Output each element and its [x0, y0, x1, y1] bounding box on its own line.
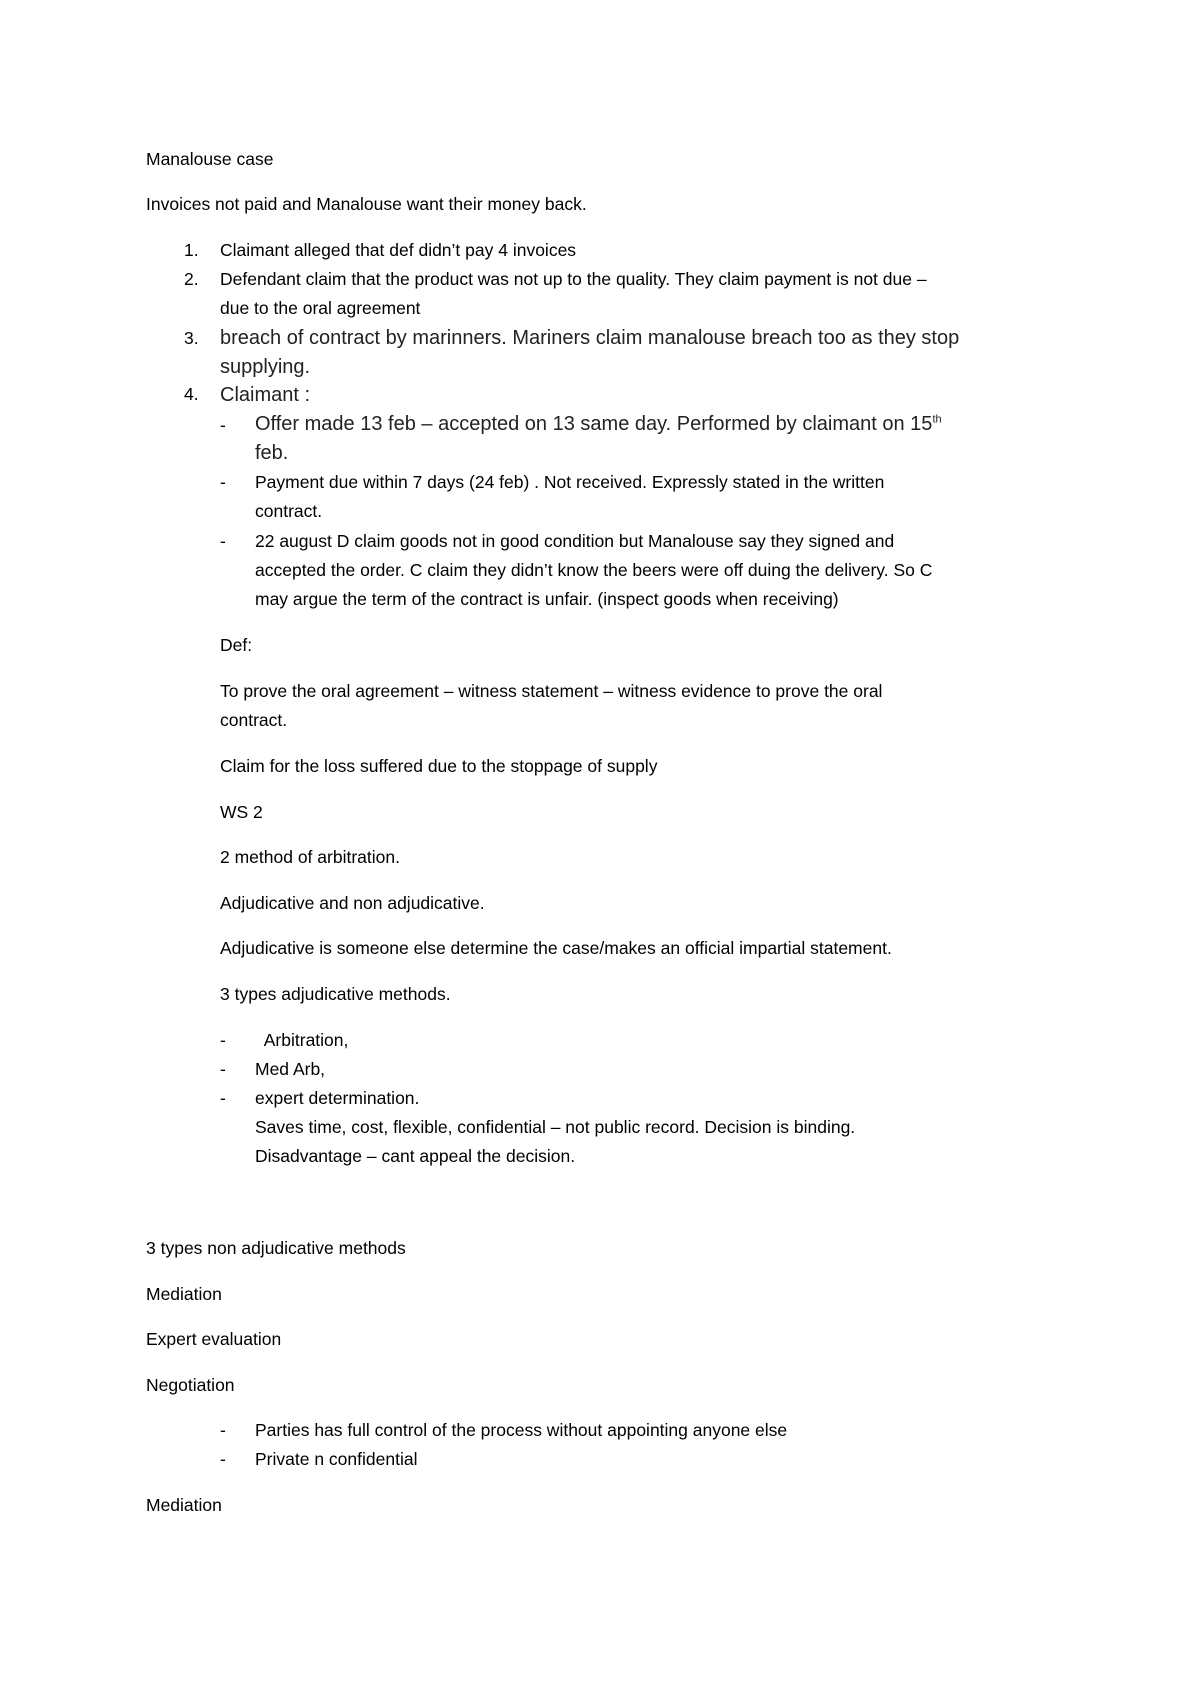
list-item-3-line-2: supplying.	[220, 356, 311, 378]
negotiation-point-1: Parties has full control of the process without appointing anyone else	[255, 1420, 788, 1440]
methods-line: 2 method of arbitration.	[220, 847, 400, 867]
list-number-4: 4.	[184, 384, 199, 404]
negotiation-point-2: Private n confidential	[255, 1449, 418, 1469]
list-number-2: 2.	[184, 269, 199, 289]
claimant-point-3-line-1: 22 august D claim goods not in good condition but Manalouse say they signed and	[255, 531, 895, 551]
adjudicative-methods-heading: 3 types adjudicative methods.	[220, 984, 451, 1004]
list-item-4: Claimant :	[220, 384, 311, 406]
non-adjudicative-expert-evaluation: Expert evaluation	[146, 1329, 282, 1349]
list-item-2-line-2: due to the oral agreement	[220, 298, 421, 318]
bullet-dash: -	[220, 1420, 226, 1440]
doc-title: Manalouse case	[146, 149, 274, 169]
claim-loss-line: Claim for the loss suffered due to the stoppage of supply	[220, 756, 658, 776]
adjudicative-method-expert-determination: expert determination.	[255, 1088, 420, 1108]
def-paragraph-line-2: contract.	[220, 710, 288, 730]
bullet-dash: -	[220, 531, 226, 551]
claimant-point-3-line-2: accepted the order. C claim they didn’t know the beers were off duing the delivery. So C	[255, 560, 933, 580]
adjudicative-types-line: Adjudicative and non adjudicative.	[220, 893, 485, 913]
bullet-dash: -	[220, 415, 226, 435]
claimant-point-3-line-3: may argue the term of the contract is unfair. (inspect goods when receiving)	[255, 589, 839, 609]
bullet-dash: -	[220, 1059, 226, 1079]
adjudicative-method-med-arb: Med Arb,	[255, 1059, 326, 1079]
list-item-1: Claimant alleged that def didn’t pay 4 invoices	[220, 240, 577, 260]
list-item-3-line-1: breach of contract by marinners. Mariners claim manalouse breach too as they stop	[220, 327, 960, 349]
claimant-point-2-line-1: Payment due within 7 days (24 feb) . Not received. Expressly stated in the written	[255, 472, 885, 492]
non-adjudicative-mediation: Mediation	[146, 1284, 222, 1304]
bullet-dash: -	[220, 1030, 226, 1050]
claimant-point-2-line-2: contract.	[255, 501, 323, 521]
non-adjudicative-heading: 3 types non adjudicative methods	[146, 1238, 406, 1258]
list-number-1: 1.	[184, 240, 199, 260]
intro-line: Invoices not paid and Manalouse want their money back.	[146, 194, 587, 214]
list-item-2-line-1: Defendant claim that the product was not up to the quality. They claim payment is not due –	[220, 269, 927, 289]
non-adjudicative-negotiation: Negotiation	[146, 1375, 235, 1395]
def-heading: Def:	[220, 635, 253, 655]
adjudicative-note-line-2: Disadvantage – cant appeal the decision.	[255, 1146, 576, 1166]
adjudicative-definition: Adjudicative is someone else determine the case/makes an official impartial statement.	[220, 938, 892, 958]
claimant-point-1-line-2: feb.	[255, 442, 289, 464]
list-number-3: 3.	[184, 328, 199, 348]
claimant-point-1-line-1: Offer made 13 feb – accepted on 13 same day. Performed by claimant on 15th	[255, 413, 942, 435]
def-paragraph-line-1: To prove the oral agreement – witness statement – witness evidence to prove the oral	[220, 681, 883, 701]
bullet-dash: -	[220, 1449, 226, 1469]
adjudicative-note-line-1: Saves time, cost, flexible, confidential – not public record. Decision is binding.	[255, 1117, 856, 1137]
final-mediation-heading: Mediation	[146, 1495, 222, 1515]
ws2-heading: WS 2	[220, 802, 263, 822]
adjudicative-method-arbitration: Arbitration,	[255, 1030, 349, 1050]
bullet-dash: -	[220, 1088, 226, 1108]
bullet-dash: -	[220, 472, 226, 492]
